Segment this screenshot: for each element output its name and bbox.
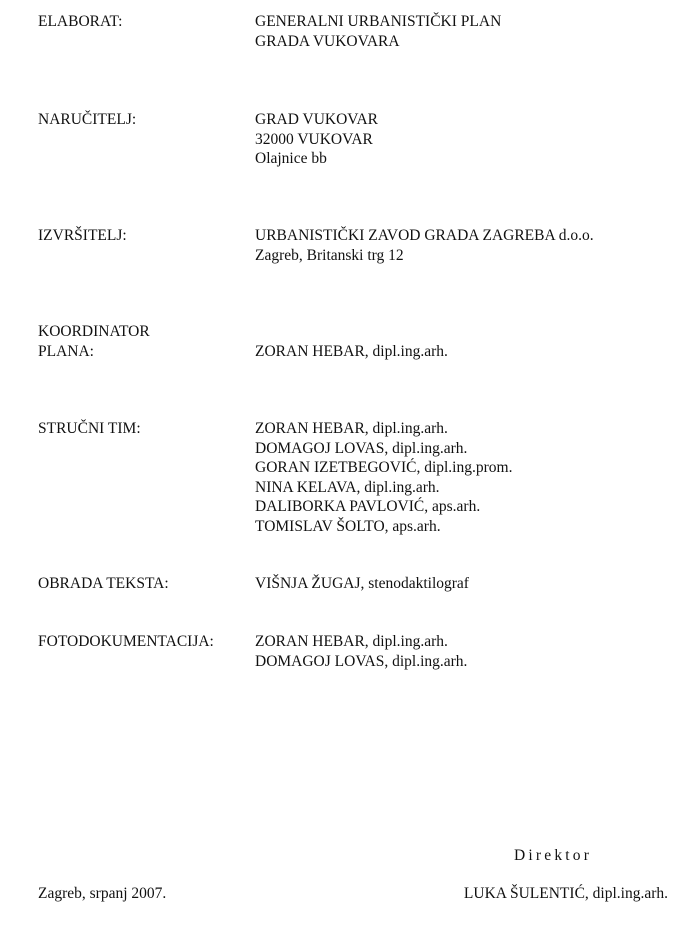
label-izvrsitelj — [38, 226, 248, 246]
value-koordinator — [255, 342, 685, 362]
label-fotodokumentacija — [38, 632, 248, 652]
place-date: Zagreb, srpanj 2007. — [38, 885, 167, 902]
label-strucni-tim — [38, 419, 248, 439]
value-obrada-teksta — [255, 574, 685, 594]
label-line: STRUČNI TIM: — [38, 420, 141, 437]
label-line: PLANA: — [38, 342, 94, 360]
label-line: ELABORAT: — [38, 13, 123, 30]
value-line: GENERALNI URBANISTIČKI PLAN — [255, 13, 502, 30]
value-line: ZORAN HEBAR, dipl.ing.arh. — [255, 342, 448, 360]
value-line: ZORAN HEBAR, dipl.ing.arh. — [255, 420, 448, 437]
value-line: URBANISTIČKI ZAVOD GRADA ZAGREBA d.o.o. — [255, 227, 594, 244]
label-obrada-teksta — [38, 574, 248, 594]
value-fotodokumentacija — [255, 632, 685, 671]
label-koordinator — [38, 322, 248, 361]
value-line: Olajnice bb — [255, 150, 327, 167]
director-name: LUKA ŠULENTIĆ, dipl.ing.arh. — [463, 885, 668, 902]
value-line: DALIBORKA PAVLOVIĆ, aps.arh. — [255, 498, 481, 515]
value-strucni-tim — [255, 419, 685, 536]
label-line: OBRADA TEKSTA: — [38, 575, 169, 592]
value-izvrsitelj — [255, 226, 685, 265]
value-line: ZORAN HEBAR, dipl.ing.arh. — [255, 633, 448, 650]
value-line: DOMAGOJ LOVAS, dipl.ing.arh. — [255, 652, 468, 670]
value-line: GORAN IZETBEGOVIĆ, dipl.ing.prom. — [255, 459, 513, 476]
value-line: TOMISLAV ŠOLTO, aps.arh. — [255, 517, 441, 535]
label-elaborat — [38, 12, 248, 32]
value-narucitelj — [255, 110, 685, 169]
label-line: FOTODOKUMENTACIJA: — [38, 633, 214, 650]
value-line: 32000 VUKOVAR — [255, 130, 373, 148]
value-elaborat — [255, 12, 685, 51]
label-narucitelj — [38, 110, 248, 130]
label-line: KOORDINATOR — [38, 323, 150, 340]
value-line: DOMAGOJ LOVAS, dipl.ing.arh. — [255, 439, 468, 457]
director-title: Direktor — [514, 847, 593, 864]
value-line: GRADA VUKOVARA — [255, 32, 400, 50]
value-line: NINA KELAVA, dipl.ing.arh. — [255, 478, 440, 496]
value-line: GRAD VUKOVAR — [255, 111, 379, 128]
value-line: VIŠNJA ŽUGAJ, stenodaktilograf — [255, 575, 469, 592]
label-line: NARUČITELJ: — [38, 111, 137, 128]
label-line: IZVRŠITELJ: — [38, 227, 127, 244]
value-line: Zagreb, Britanski trg 12 — [255, 246, 404, 264]
